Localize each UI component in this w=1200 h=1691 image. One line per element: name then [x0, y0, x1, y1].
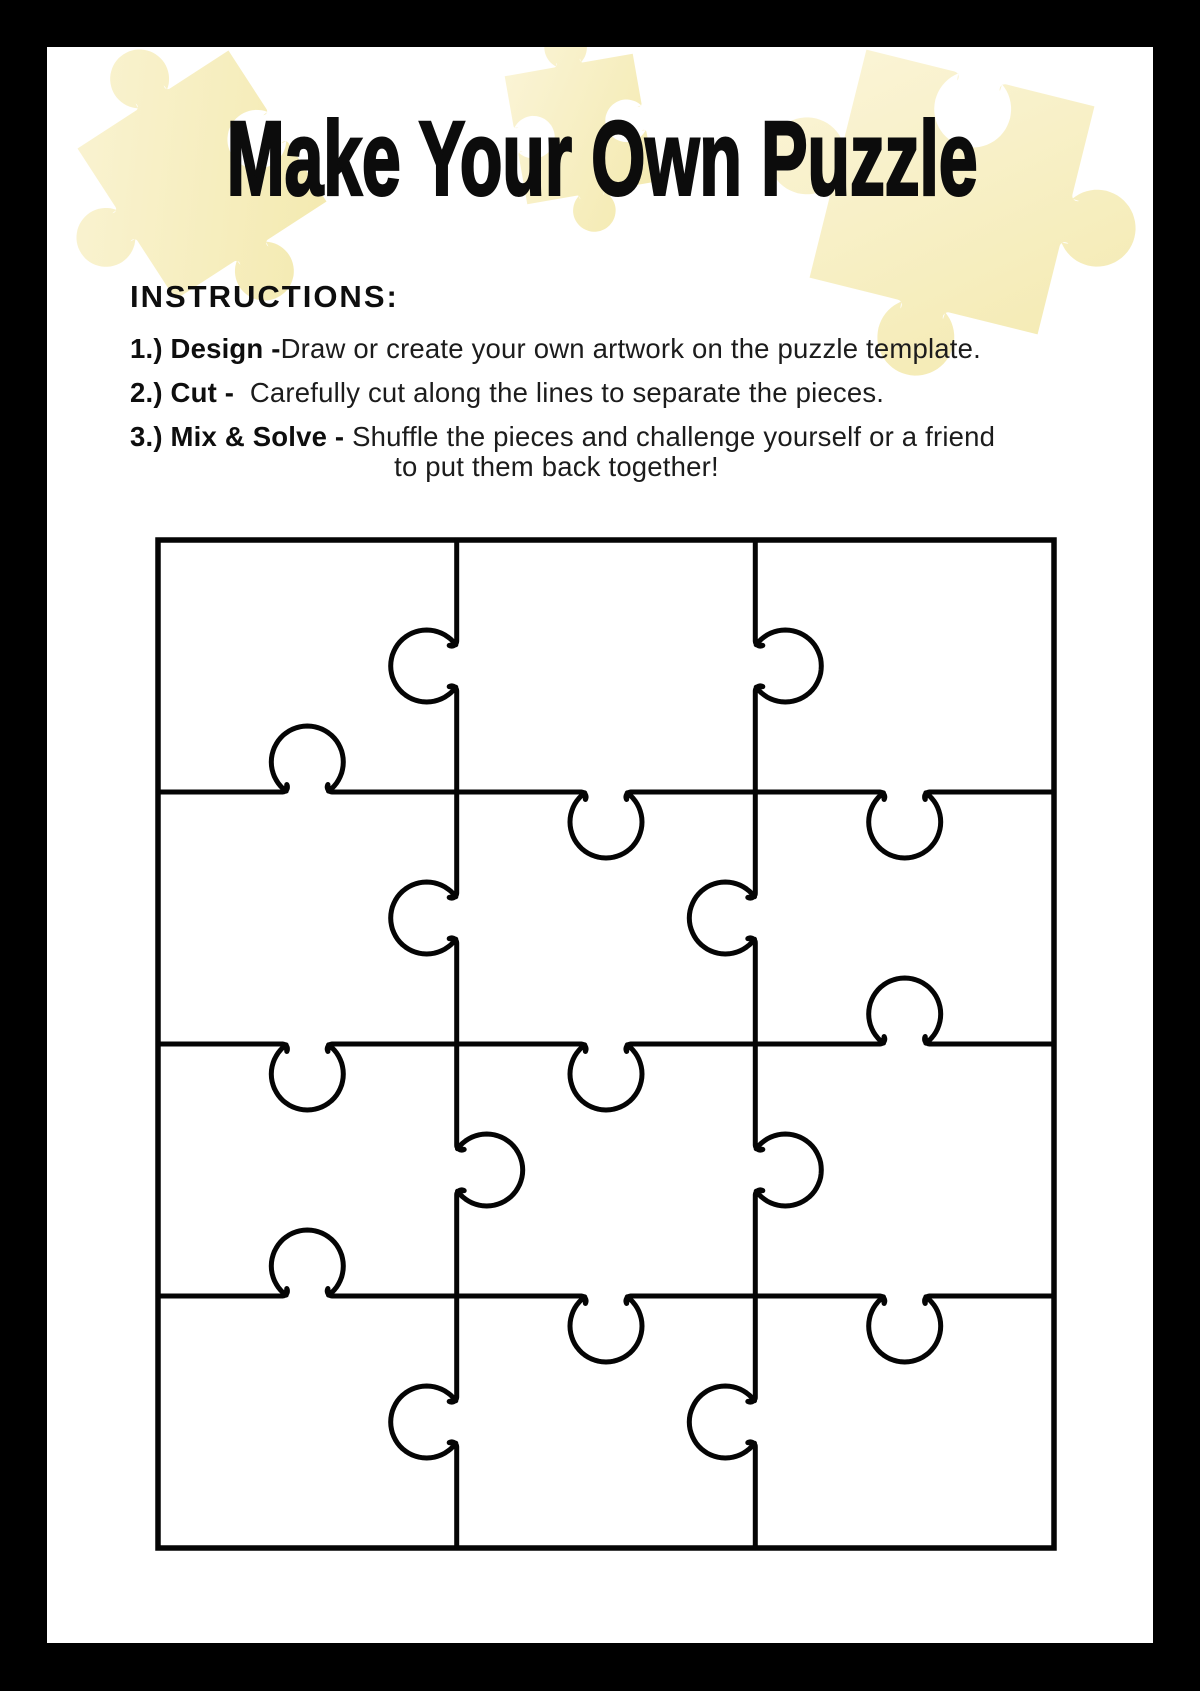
- instruction-item-cut: [130, 378, 1130, 408]
- worksheet-page: [47, 47, 1153, 1643]
- instruction-text-mix-solve: [352, 422, 995, 482]
- instructions-heading: INSTRUCTIONS:: [130, 279, 399, 314]
- instruction-item-design: [130, 334, 1130, 364]
- instructions-section: [130, 280, 1130, 496]
- instruction-text-design: Draw or create your own artwork on the puzzle template.: [280, 333, 981, 364]
- puzzle-cut-lines: [158, 540, 1054, 1548]
- instruction-label-cut: 2.) Cut -: [130, 377, 250, 408]
- instruction-text-mix-solve-line1: Shuffle the pieces and challenge yourself or a friend: [352, 421, 996, 452]
- instruction-label-mix-solve: 3.) Mix & Solve -: [130, 421, 353, 452]
- instruction-text-mix-solve-line2: to put them back together!: [394, 451, 719, 482]
- instruction-label-design: 1.) Design -: [130, 333, 281, 364]
- page-title: Make Your Own Puzzle: [226, 99, 978, 218]
- instruction-item-mix-solve: [130, 422, 1130, 482]
- instruction-text-cut: Carefully cut along the lines to separate the pieces.: [249, 377, 885, 408]
- puzzle-outer-border: [158, 540, 1054, 1548]
- puzzle-template-grid: [150, 532, 1062, 1556]
